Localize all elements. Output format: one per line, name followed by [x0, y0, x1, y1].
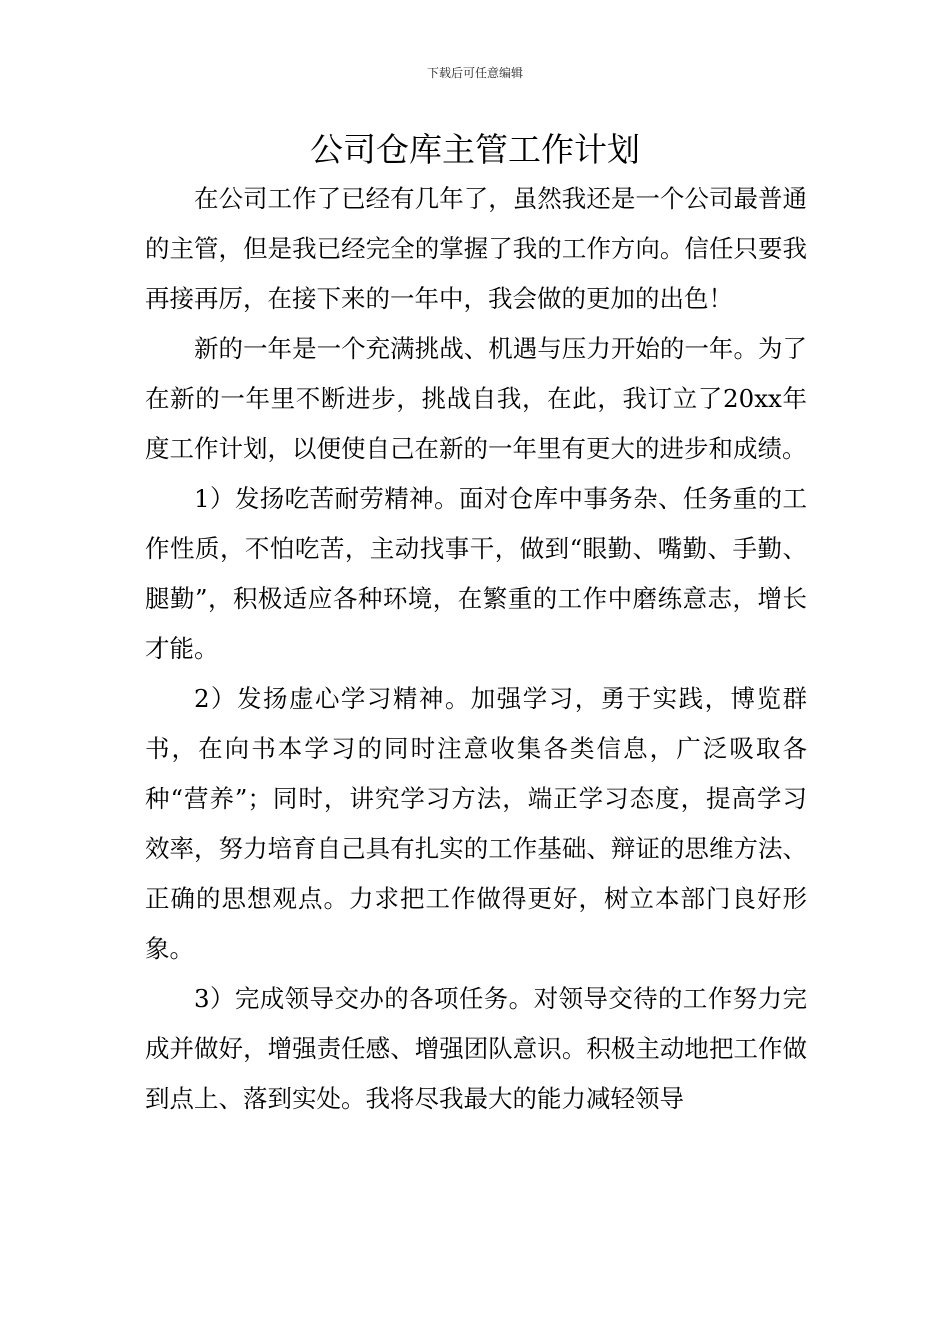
paragraph-new-year: 新的一年是一个充满挑战、机遇与压力开始的一年。为了在新的一年里不断进步，挑战自我，在此，我订立了20xx年度工作计划，以便使自己在新的一年里有更大的进步和成绩。 — [145, 334, 807, 463]
paragraph-item-2: 2）发扬虚心学习精神。加强学习，勇于实践，博览群书，在向书本学习的同时注意收集各类信息，广泛吸取各种“营养”；同时，讲究学习方法，端正学习态度，提高学习效率，努力培育自己具有扎实的工作基础、辩证的思维方法、正确的思想观点。力求把工作做得更好，树立本部门良好形象。 — [145, 684, 807, 963]
paragraph-item-1: 1）发扬吃苦耐劳精神。面对仓库中事务杂、任务重的工作性质，不怕吃苦，主动找事干，做到“眼勤、嘴勤、手勤、腿勤”，积极适应各种环境，在繁重的工作中磨练意志，增长才能。 — [145, 484, 807, 663]
header-note: 下载后可任意编辑 — [426, 66, 523, 80]
document-title: 公司仓库主管工作计划 — [310, 130, 640, 169]
document-body — [145, 174, 807, 1124]
paragraph-item-3: 3）完成领导交办的各项任务。对领导交待的工作努力完成并做好，增强责任感、增强团队意识。积极主动地把工作做到点上、落到实处。我将尽我最大的能力减轻领导 — [145, 984, 807, 1113]
paragraph-intro: 在公司工作了已经有几年了，虽然我还是一个公司最普通的主管，但是我已经完全的掌握了我的工作方向。信任只要我再接再厉，在接下来的一年中，我会做的更加的出色！ — [145, 184, 807, 313]
